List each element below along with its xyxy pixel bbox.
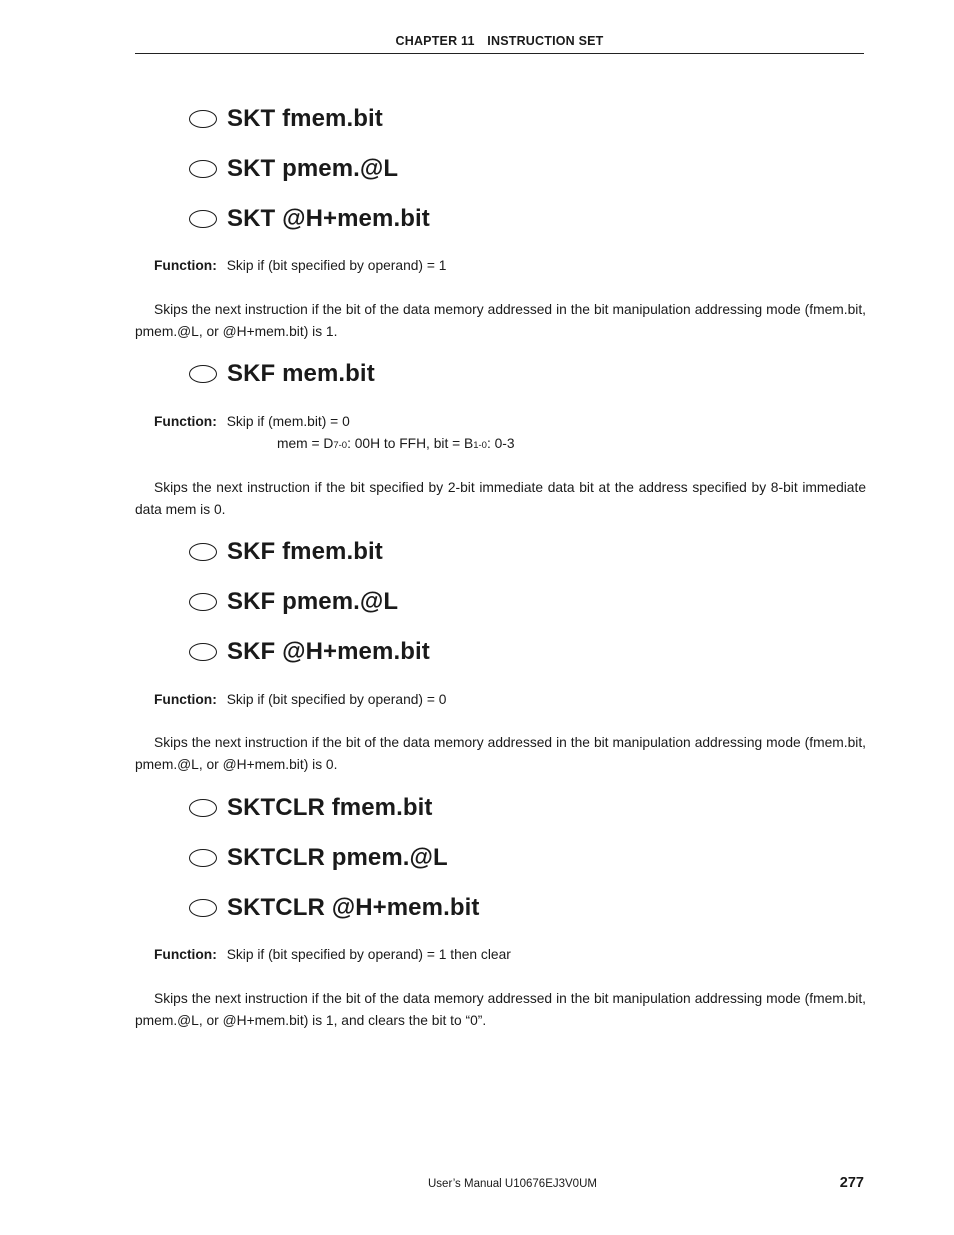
function-label: Function:	[154, 947, 217, 962]
circle-marker-icon	[189, 160, 217, 178]
function-line-skf	[154, 692, 446, 707]
function-text: Skip if (bit specified by operand) = 1 then clear	[226, 947, 511, 962]
circle-marker-icon	[189, 899, 217, 917]
heading-text: SKF @H+mem.bit	[227, 638, 430, 665]
heading-sktclr-fmem-bit	[189, 793, 433, 823]
heading-text: SKT fmem.bit	[227, 105, 383, 132]
detail-part: : 00H to FFH, bit = B	[347, 436, 474, 451]
heading-skt-h-mem-bit	[189, 204, 430, 234]
chapter-header: CHAPTER 11 INSTRUCTION SET	[395, 34, 604, 48]
description-skf: Skips the next instruction if the bit of the data memory addressed in the bit manipulation addressing mode (fmem.bit, pmem.@L, or @H+mem.bit) is 0.	[135, 735, 866, 772]
page-number: 277	[839, 1175, 864, 1191]
function-line-skf-mem	[154, 414, 350, 429]
footer-manual: User’s Manual U10676EJ3V0UM	[428, 1178, 597, 1190]
detail-part: mem = D	[277, 436, 334, 451]
circle-marker-icon	[189, 543, 217, 561]
detail-subscript: 7-0	[333, 440, 348, 451]
heading-sktclr-pmem-l	[189, 843, 448, 873]
description-sktclr: Skips the next instruction if the bit of the data memory addressed in the bit manipulation addressing mode (fmem.bit, pmem.@L, or @H+mem.bit) is 1, and clears the bit to “0”.	[135, 991, 866, 1028]
function-label: Function:	[154, 414, 217, 429]
heading-text: SKF pmem.@L	[227, 588, 399, 615]
header-rule	[135, 53, 864, 54]
circle-marker-icon	[189, 799, 217, 817]
function-line-skt	[154, 258, 446, 273]
function-line-sktclr	[154, 947, 511, 962]
heading-skt-pmem-l	[189, 154, 398, 184]
description-skt: Skips the next instruction if the bit of the data memory addressed in the bit manipulation addressing mode (fmem.bit, pmem.@L, or @H+mem.bit) is 1.	[135, 302, 866, 339]
circle-marker-icon	[189, 365, 217, 383]
heading-text: SKTCLR @H+mem.bit	[227, 894, 480, 921]
heading-sktclr-h-mem-bit	[189, 893, 479, 923]
heading-skf-fmem-bit	[189, 537, 383, 567]
heading-skf-pmem-l	[189, 587, 398, 617]
detail-part: : 0-3	[486, 436, 515, 451]
circle-marker-icon	[189, 643, 217, 661]
circle-marker-icon	[189, 210, 217, 228]
detail-subscript: 1-0	[473, 440, 487, 451]
heading-text: SKF fmem.bit	[227, 538, 383, 565]
heading-text: SKF mem.bit	[227, 360, 375, 387]
heading-skt-fmem-bit	[189, 104, 383, 134]
heading-text: SKT @H+mem.bit	[227, 205, 430, 232]
function-text: Skip if (bit specified by operand) = 1	[226, 258, 447, 273]
heading-skf-mem-bit	[189, 359, 375, 389]
function-detail	[277, 436, 515, 451]
circle-marker-icon	[189, 110, 217, 128]
heading-text: SKTCLR fmem.bit	[227, 794, 433, 821]
heading-skf-h-mem-bit	[189, 637, 430, 667]
heading-text: SKT pmem.@L	[227, 155, 399, 182]
function-label: Function:	[154, 692, 217, 707]
circle-marker-icon	[189, 593, 217, 611]
function-label: Function:	[154, 258, 217, 273]
heading-text: SKTCLR pmem.@L	[227, 844, 448, 871]
description-skf-mem: Skips the next instruction if the bit specified by 2-bit immediate data bit at the address specified by 8-bit immediate data mem is 0.	[135, 480, 866, 517]
function-text: Skip if (mem.bit) = 0	[226, 414, 350, 429]
circle-marker-icon	[189, 849, 217, 867]
function-text: Skip if (bit specified by operand) = 0	[226, 692, 447, 707]
